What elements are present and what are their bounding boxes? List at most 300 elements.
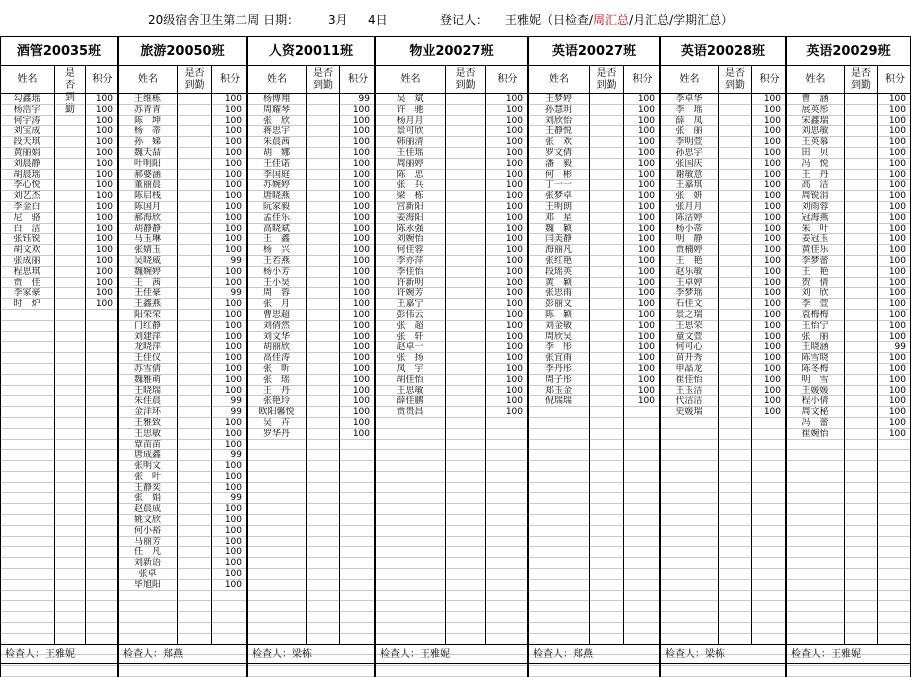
student-score: 100: [637, 320, 655, 331]
column-divider: [844, 94, 845, 644]
table-row: [119, 353, 246, 364]
header-name: 姓名: [661, 66, 719, 93]
student-name: 欧阳馨悦: [258, 407, 295, 418]
header-score: 积分: [92, 74, 113, 85]
student-score: 100: [224, 461, 242, 472]
table-row: [1, 342, 117, 353]
table-row: [248, 418, 374, 429]
table-row: [376, 288, 527, 299]
sheet-title: 20级宿舍卫生第二周 日期：: [148, 13, 300, 27]
table-row: [119, 515, 246, 526]
column-divider: [877, 94, 878, 644]
table-row: [529, 601, 659, 612]
table-row: [119, 504, 246, 515]
table-row: [529, 148, 659, 159]
student-score: 99: [894, 342, 906, 353]
student-name: 胡静静: [133, 223, 161, 234]
student-name: 赵卓一: [396, 342, 424, 353]
table-row: [119, 461, 246, 472]
student-name: 景之瑞: [675, 309, 703, 320]
table-row: [529, 450, 659, 461]
student-name: 张艳玲: [262, 396, 290, 407]
student-name: 宋鑫瑞: [801, 115, 829, 126]
table-row: [248, 558, 374, 569]
student-score: 100: [637, 201, 655, 212]
student-name: 明 静: [675, 234, 703, 245]
student-name: 王鑫燕: [133, 299, 161, 310]
student-score: 100: [888, 94, 906, 104]
student-name: 王嘉宁: [396, 299, 424, 310]
table-row: [248, 472, 374, 483]
student-score: 100: [763, 396, 781, 407]
table-row: [376, 234, 527, 245]
student-name: 郑玉金: [544, 385, 572, 396]
recorder-info: [505, 11, 733, 28]
table-row: [787, 504, 910, 515]
header-present: 是否到勤: [55, 66, 86, 93]
table-row: [529, 537, 659, 548]
student-name: 李卓华: [675, 94, 703, 104]
student-score: 99: [358, 94, 370, 104]
table-row: [787, 159, 910, 170]
student-score: 100: [763, 255, 781, 266]
student-score: 100: [505, 299, 523, 310]
table-row: [1, 407, 117, 418]
table-row: [661, 159, 785, 170]
student-name: 王明朗: [544, 201, 572, 212]
table-row: [119, 591, 246, 602]
table-row: [529, 515, 659, 526]
student-name: 崔婉怡: [801, 428, 829, 439]
student-score: 100: [505, 245, 523, 256]
student-score: 100: [637, 396, 655, 407]
student-score: 100: [352, 126, 370, 137]
student-score: 100: [505, 407, 523, 418]
table-row: [529, 526, 659, 537]
student-score: 100: [95, 277, 113, 288]
table-row: [529, 418, 659, 429]
student-score: 100: [95, 223, 113, 234]
table-row: [248, 537, 374, 548]
student-score: 99: [230, 407, 242, 418]
student-name: 杨小芳: [262, 266, 290, 277]
table-row: [119, 483, 246, 494]
table-row: [787, 148, 910, 159]
student-score: 100: [888, 126, 906, 137]
student-score: 100: [224, 104, 242, 115]
student-score: 100: [224, 471, 242, 482]
table-row: [787, 180, 910, 191]
student-score: 100: [763, 407, 781, 418]
student-score: 100: [224, 504, 242, 515]
student-score: 100: [888, 320, 906, 331]
table-row: [787, 547, 910, 558]
header-name: 姓名: [376, 66, 446, 93]
student-score: 100: [637, 158, 655, 169]
student-name: 史媛瑞: [675, 407, 703, 418]
student-name: 黄丽娟: [13, 147, 41, 158]
table-row: [661, 170, 785, 181]
student-score: 100: [352, 417, 370, 428]
table-row: [1, 170, 117, 181]
table-row: [787, 94, 910, 105]
student-name: 倪瑞瑞: [544, 396, 572, 407]
table-row: [248, 288, 374, 299]
student-name: 贺 倩: [801, 277, 829, 288]
student-name: 袁梅梅: [801, 309, 829, 320]
student-name: 宫新阳: [396, 201, 424, 212]
student-rows: [375, 94, 528, 677]
student-name: 何 彬: [544, 169, 572, 180]
column-headers: [247, 66, 375, 94]
student-score: 100: [224, 158, 242, 169]
student-score: 100: [888, 299, 906, 310]
inspector-footer: 检查人：王雅妮: [375, 644, 528, 664]
table-row: [1, 310, 117, 321]
student-score: 100: [888, 277, 906, 288]
table-row: [248, 159, 374, 170]
student-name: 丁一一: [544, 180, 572, 191]
student-score: 100: [763, 320, 781, 331]
table-row: [661, 180, 785, 191]
table-row: [119, 245, 246, 256]
student-score: 100: [505, 277, 523, 288]
table-row: [1, 202, 117, 213]
student-rows: [247, 94, 375, 677]
table-row: [376, 170, 527, 181]
table-row: [1, 537, 117, 548]
table-row: [661, 116, 785, 127]
table-row: [661, 569, 785, 580]
student-score: 100: [224, 147, 242, 158]
class-title: 旅游20050班: [118, 36, 247, 66]
student-score: 100: [888, 147, 906, 158]
column-divider: [54, 94, 55, 644]
student-score: 100: [637, 299, 655, 310]
column-divider: [306, 94, 307, 644]
table-row: [376, 612, 527, 623]
table-row: [376, 202, 527, 213]
table-row: [787, 342, 910, 353]
table-row: [248, 666, 374, 677]
student-score: 100: [505, 158, 523, 169]
student-name: 王佳诺: [262, 158, 290, 169]
table-row: [248, 116, 374, 127]
student-score: 100: [763, 191, 781, 202]
student-name: 王思敏: [133, 428, 161, 439]
table-row: [661, 342, 785, 353]
student-score: 100: [888, 234, 906, 245]
student-name: 罗文倩: [544, 147, 572, 158]
student-name: 许新明: [396, 277, 424, 288]
table-row: [376, 623, 527, 634]
student-name: 段天琪: [13, 137, 41, 148]
table-row: [661, 418, 785, 429]
student-score: 100: [637, 255, 655, 266]
table-row: [248, 526, 374, 537]
table-row: [787, 493, 910, 504]
table-row: [119, 537, 246, 548]
table-row: [1, 493, 117, 504]
student-score: 100: [95, 266, 113, 277]
student-name: 李 彤: [544, 342, 572, 353]
student-score: 100: [763, 245, 781, 256]
student-score: 100: [637, 266, 655, 277]
table-row: [119, 224, 246, 235]
table-row: [787, 440, 910, 451]
student-score: 100: [352, 147, 370, 158]
table-row: [529, 623, 659, 634]
table-row: [787, 450, 910, 461]
table-row: [1, 105, 117, 116]
student-name: 王若燕: [262, 255, 290, 266]
table-row: [661, 364, 785, 375]
student-name: 李国庭: [262, 169, 290, 180]
table-row: [661, 396, 785, 407]
student-score: 100: [637, 234, 655, 245]
table-row: [1, 601, 117, 612]
table-row: [119, 159, 246, 170]
table-row: [376, 159, 527, 170]
table-row: [1, 126, 117, 137]
table-row: [376, 278, 527, 289]
student-name: 刘文华: [262, 331, 290, 342]
student-name: 李金白: [13, 201, 41, 212]
table-row: [1, 137, 117, 148]
student-rows: [786, 94, 911, 677]
table-row: [376, 332, 527, 343]
class-title: 物业20027班: [375, 36, 528, 66]
table-row: [119, 418, 246, 429]
student-name: 张 月: [262, 299, 290, 310]
table-row: [661, 105, 785, 116]
student-score: 100: [637, 104, 655, 115]
class-column: [0, 36, 118, 665]
student-score: 100: [224, 126, 242, 137]
student-name: 孟佳乐: [262, 212, 290, 223]
student-name: 胡丽欣: [262, 342, 290, 353]
table-row: [119, 666, 246, 677]
student-score: 100: [637, 363, 655, 374]
student-name: 张月月: [675, 201, 703, 212]
student-score: 100: [505, 180, 523, 191]
table-row: [248, 94, 374, 105]
table-row: [661, 386, 785, 397]
header-score: 积分: [348, 74, 368, 85]
student-name: 刘欣怡: [544, 115, 572, 126]
table-row: [376, 94, 527, 105]
table-row: [1, 245, 117, 256]
table-row: [119, 332, 246, 343]
student-name: 梁 栋: [396, 191, 424, 202]
table-row: [119, 137, 246, 148]
student-score: 100: [95, 299, 113, 310]
table-row: [376, 601, 527, 612]
table-row: [787, 202, 910, 213]
header-present: 是否到勤: [719, 66, 752, 93]
student-rows: [0, 94, 118, 677]
student-name: 何宇涛: [13, 115, 41, 126]
student-name: 马玉琳: [133, 234, 161, 245]
student-name: 王小昊: [262, 277, 290, 288]
student-score: 100: [224, 245, 242, 256]
student-score: 100: [763, 331, 781, 342]
student-name: 陈 颖: [544, 309, 572, 320]
student-score: 100: [95, 255, 113, 266]
table-row: [248, 580, 374, 591]
table-row: [787, 483, 910, 494]
student-score: 100: [224, 353, 242, 364]
table-row: [1, 375, 117, 386]
table-row: [661, 504, 785, 515]
table-row: [787, 623, 910, 634]
table-row: [119, 278, 246, 289]
student-score: 100: [224, 223, 242, 234]
table-row: [248, 440, 374, 451]
table-row: [119, 94, 246, 105]
student-name: 马丽芳: [133, 536, 161, 547]
table-row: [787, 569, 910, 580]
table-row: [248, 504, 374, 515]
student-name: 张婧玉: [133, 245, 161, 256]
student-score: 100: [637, 94, 655, 104]
table-row: [248, 213, 374, 224]
table-row: [119, 429, 246, 440]
table-row: [1, 288, 117, 299]
table-row: [529, 375, 659, 386]
table-row: [376, 180, 527, 191]
student-name: 周子彤: [544, 374, 572, 385]
student-name: 景可欣: [396, 126, 424, 137]
table-row: [661, 612, 785, 623]
table-row: [529, 105, 659, 116]
student-name: 薛 凤: [675, 115, 703, 126]
table-row: [119, 256, 246, 267]
header-present: 是否到勤: [178, 66, 212, 93]
student-name: 王雅致: [133, 417, 161, 428]
student-score: 100: [888, 266, 906, 277]
student-score: 100: [637, 137, 655, 148]
student-name: 董丽晨: [133, 180, 161, 191]
student-score: 100: [637, 342, 655, 353]
table-row: [248, 353, 374, 364]
student-name: 李 萱: [801, 299, 829, 310]
table-row: [119, 310, 246, 321]
table-row: [248, 386, 374, 397]
student-name: 王怡宁: [801, 320, 829, 331]
table-row: [119, 601, 246, 612]
header-score: 积分: [885, 74, 905, 85]
table-row: [1, 591, 117, 602]
student-name: 周文秘: [801, 407, 829, 418]
student-score: 100: [352, 385, 370, 396]
student-name: 杨 蒂: [133, 126, 161, 137]
table-row: [661, 526, 785, 537]
student-score: 100: [352, 363, 370, 374]
student-name: 任 凡: [133, 547, 161, 558]
table-row: [248, 461, 374, 472]
student-score: 100: [224, 191, 242, 202]
table-row: [248, 299, 374, 310]
student-name: 陈国月: [133, 201, 161, 212]
student-name: 刘 欣: [801, 288, 829, 299]
table-row: [119, 288, 246, 299]
student-name: 罗华丹: [262, 428, 290, 439]
table-row: [661, 213, 785, 224]
table-row: [1, 558, 117, 569]
sheet-header: [0, 0, 911, 36]
table-row: [376, 591, 527, 602]
table-row: [1, 623, 117, 634]
table-row: [529, 288, 659, 299]
table-row: [661, 288, 785, 299]
student-score: 100: [505, 320, 523, 331]
student-name: 张 轩: [396, 331, 424, 342]
student-score: 100: [505, 331, 523, 342]
column-divider: [177, 94, 178, 644]
table-row: [248, 591, 374, 602]
student-score: 100: [888, 169, 906, 180]
student-name: 张明文: [133, 461, 161, 472]
table-row: [376, 375, 527, 386]
table-row: [661, 547, 785, 558]
table-row: [1, 353, 117, 364]
student-score: 100: [224, 234, 242, 245]
table-row: [376, 256, 527, 267]
table-row: [376, 148, 527, 159]
table-row: [661, 601, 785, 612]
student-score: 100: [352, 428, 370, 439]
class-title: 酒管20035班: [0, 36, 118, 66]
table-row: [119, 213, 246, 224]
header-present: 是否到勤: [307, 66, 340, 93]
weekly-summary: 周汇总: [593, 13, 630, 27]
student-score: 100: [888, 309, 906, 320]
student-name: 张 欣: [262, 115, 290, 126]
column-divider: [85, 94, 86, 644]
student-name: 张红艳: [544, 255, 572, 266]
table-row: [529, 137, 659, 148]
table-row: [376, 493, 527, 504]
table-row: [248, 450, 374, 461]
student-name: 周 蓉: [262, 288, 290, 299]
student-score: 100: [224, 331, 242, 342]
student-name: 周耀琴: [262, 104, 290, 115]
student-name: 姜海阳: [396, 212, 424, 223]
table-row: [529, 472, 659, 483]
student-score: 100: [763, 277, 781, 288]
student-score: 100: [505, 126, 523, 137]
student-score: 100: [224, 417, 242, 428]
table-row: [529, 213, 659, 224]
student-name: 陈 坤: [133, 115, 161, 126]
table-row: [787, 364, 910, 375]
table-row: [1, 159, 117, 170]
table-row: [529, 299, 659, 310]
table-row: [661, 515, 785, 526]
student-score: 100: [888, 396, 906, 407]
table-row: [661, 321, 785, 332]
student-name: 张 兵: [396, 180, 424, 191]
student-score: 100: [888, 245, 906, 256]
table-row: [661, 278, 785, 289]
table-row: [787, 612, 910, 623]
student-name: 程小倩: [801, 396, 829, 407]
student-score: 100: [95, 126, 113, 137]
table-row: [119, 407, 246, 418]
table-row: [1, 299, 117, 310]
student-score: 100: [505, 396, 523, 407]
